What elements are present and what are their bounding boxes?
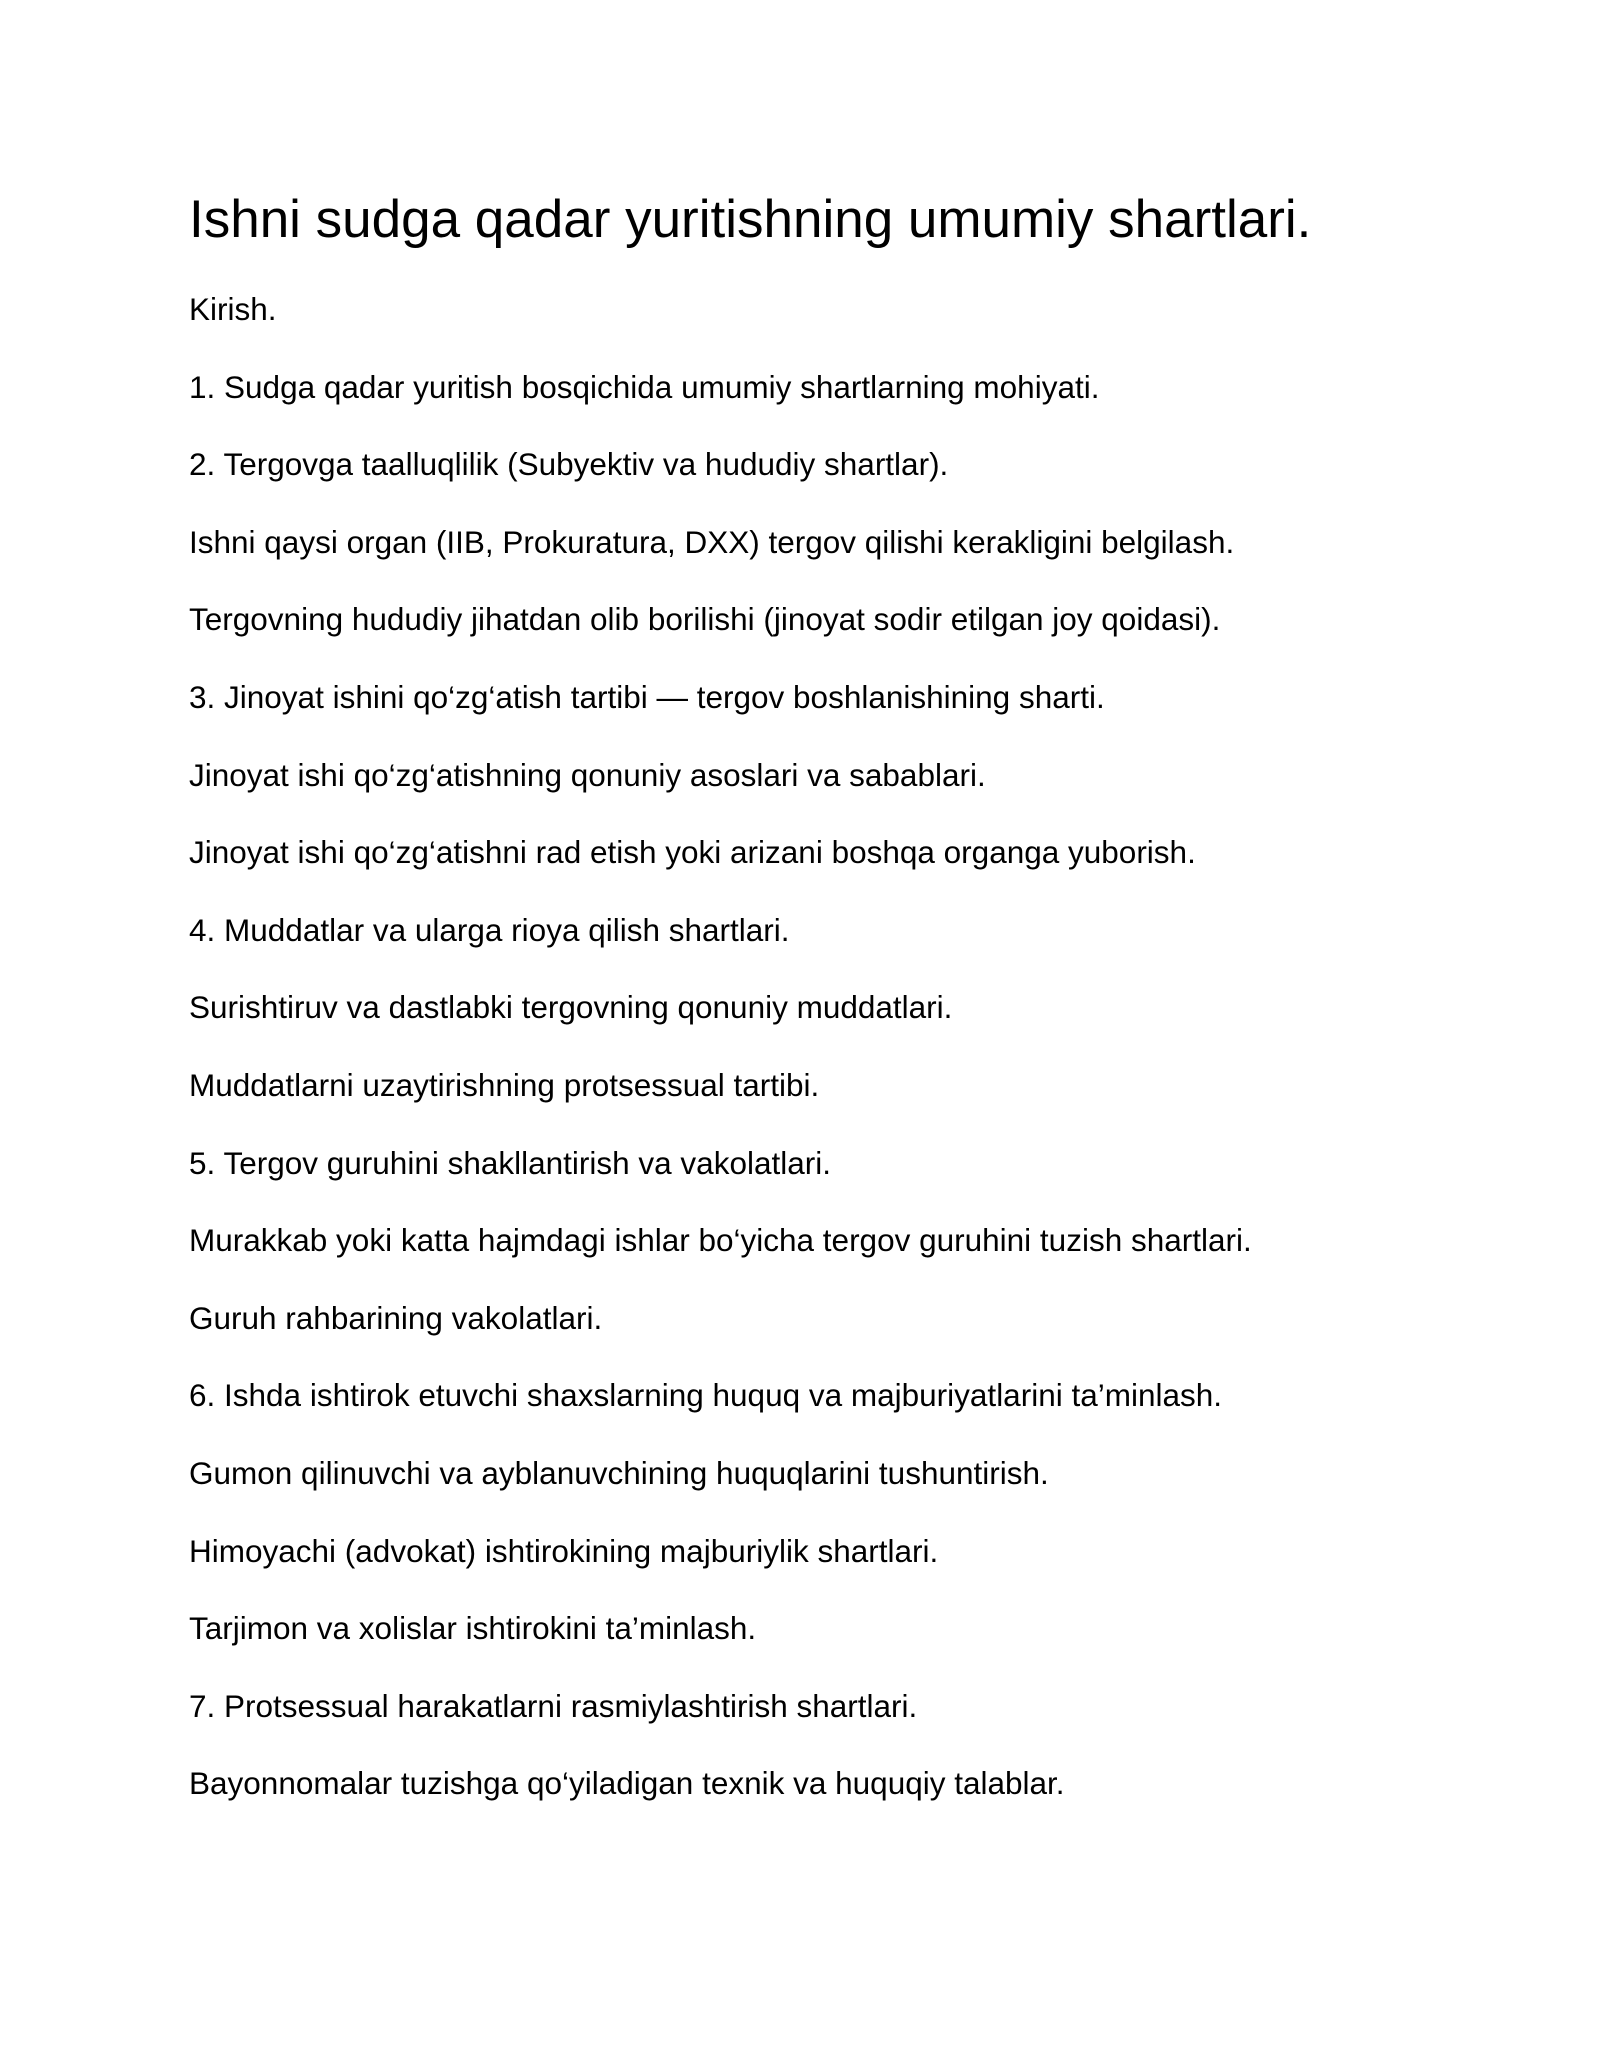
section-heading: 6. Ishda ishtirok etuvchi shaxslarning huquq va majburiyatlarini ta’minlash.: [189, 1377, 1223, 1414]
section-heading: 4. Muddatlar va ularga rioya qilish shartlari.: [189, 911, 790, 948]
section-heading: 7. Protsessual harakatlarni rasmiylashtirish shartlari.: [189, 1687, 918, 1724]
paragraph: Himoyachi (advokat) ishtirokining majburiylik shartlari.: [189, 1532, 939, 1569]
paragraph: Tergovning hududiy jihatdan olib borilishi (jinoyat sodir etilgan joy qoidasi).: [189, 601, 1221, 638]
paragraph-intro: Kirish.: [189, 291, 277, 327]
paragraph: Murakkab yoki katta hajmdagi ishlar bo‘yicha tergov guruhini tuzish shartlari.: [189, 1222, 1252, 1259]
paragraph: Guruh rahbarining vakolatlari.: [189, 1299, 603, 1336]
paragraph: Jinoyat ishi qo‘zg‘atishning qonuniy asoslari va sabablari.: [189, 756, 986, 793]
section-heading: 2. Tergovga taalluqlilik (Subyektiv va hududiy shartlar).: [189, 446, 949, 483]
document-body: [189, 190, 1429, 1841]
paragraph: Tarjimon va xolislar ishtirokini ta’minlash.: [189, 1610, 757, 1647]
section-heading: 1. Sudga qadar yuritish bosqichida umumiy shartlarning mohiyati.: [189, 368, 1100, 405]
paragraph: Gumon qilinuvchi va ayblanuvchining huquqlarini tushuntirish.: [189, 1454, 1049, 1491]
paragraph: Surishtiruv va dastlabki tergovning qonuniy muddatlari.: [189, 989, 953, 1026]
document-title: Ishni sudga qadar yuritishning umumiy shartlari.: [189, 190, 1312, 249]
paragraph: Muddatlarni uzaytirishning protsessual tartibi.: [189, 1066, 820, 1103]
paragraph: Jinoyat ishi qo‘zg‘atishni rad etish yoki arizani boshqa organga yuborish.: [189, 834, 1196, 871]
section-heading: 5. Tergov guruhini shakllantirish va vakolatlari.: [189, 1144, 831, 1181]
paragraph: Ishni qaysi organ (IIB, Prokuratura, DXX) tergov qilishi kerakligini belgilash.: [189, 523, 1235, 560]
document-lines: [189, 289, 1429, 1803]
paragraph: Bayonnomalar tuzishga qo‘yiladigan texnik va huquqiy talablar.: [189, 1765, 1065, 1802]
section-heading: 3. Jinoyat ishini qo‘zg‘atish tartibi — tergov boshlanishining sharti.: [189, 678, 1105, 715]
